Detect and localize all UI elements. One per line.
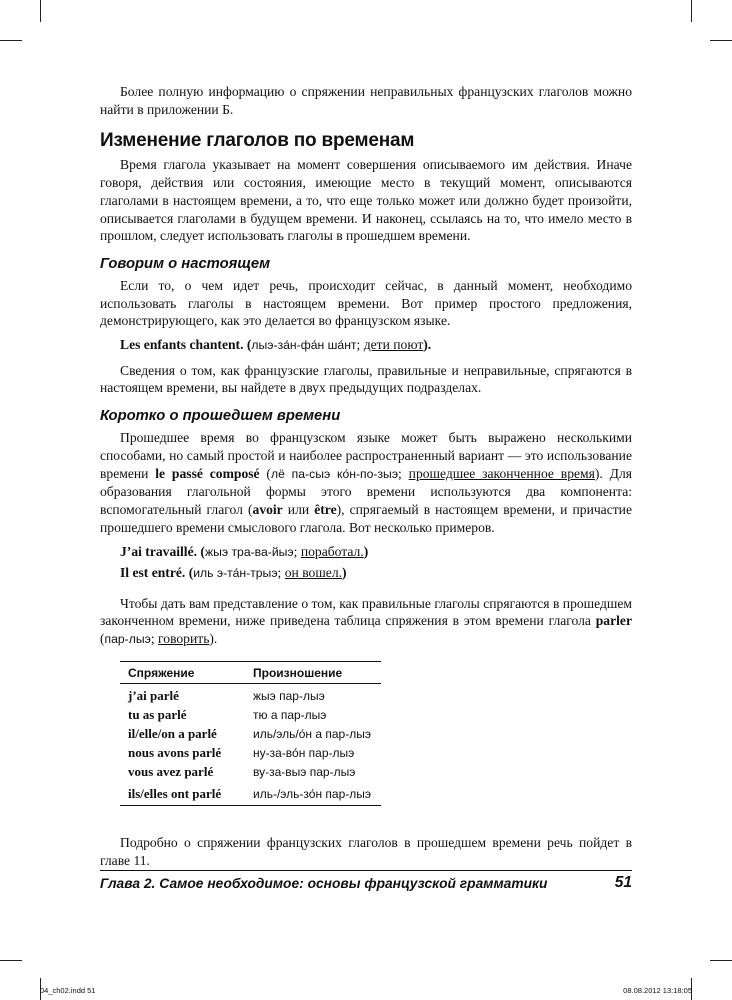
past-paragraph: Прошедшее время во французском языке может быть выражено несколькими способами, но самый простой и наиболее распространенный вариант — это использование времени le passé composé (лё па-сыэ ко́н-по-зыэ; прошедшее законченное время). Для образования глагольной формы этого времени используются два компонента: вспомогательный глагол (avoir или être), спрягаемый в настоящем времени, и причастие прошедшего времени смыслового глагола. Вот несколько примеров. xyxy=(100,430,632,535)
table-row: vous avez parlé ву-за-выэ пар-лыэ xyxy=(128,764,356,780)
past-example: Il est entré. (иль э-та́н-трыэ; он вошел.) xyxy=(120,565,347,581)
intro-paragraph: Более полную информацию о спряжении неправильных французских глаголов можно найти в приложении Б. xyxy=(100,84,632,117)
column-header: Спряжение xyxy=(120,661,245,683)
footer-rule xyxy=(100,870,632,871)
present-after-paragraph: Сведения о том, как французские глаголы, правильные и неправильные, спрягаются в настоящем времени, вы найдете в двух предыдущих подразделах. xyxy=(100,362,632,396)
section-paragraph: Время глагола указывает на момент совершения описываемого им действия. Иначе говоря, действия или состояния, имеющие место в текущий момент, описываются глаголами в настоящем времени, а то, что еще только может или должно будет произойти, описывается глаголами в будущем времени. И наконец, ссылаясь на то, что имело место в прошлом, следует использовать глаголы в прошедшем времени. xyxy=(100,157,632,244)
page-body xyxy=(100,0,632,870)
term-pronunciation: лё па-сыэ ко́н-по-зыэ xyxy=(270,466,399,481)
example-pronunciation: лыэ-за́н-фа́н ша́нт xyxy=(251,338,357,353)
term-french: le passé composé xyxy=(155,465,260,481)
slug-filename: 04_ch02.indd 51 xyxy=(40,986,96,995)
present-example: Les enfants chantent. (лыэ-за́н-фа́н ша́нт; дети поют). xyxy=(120,337,432,353)
conjugation-table xyxy=(120,661,381,807)
aux-etre: être xyxy=(314,501,337,517)
example-french: Les enfants chantent. xyxy=(120,337,244,353)
table-row: j’ai parlé жыэ пар-лыэ xyxy=(128,688,325,704)
crop-mark xyxy=(710,40,732,41)
table-row: tu as parlé тю а пар-лыэ xyxy=(128,707,327,723)
past-heading: Коротко о прошедшем времени xyxy=(100,408,341,425)
term-translation: прошедшее законченное время xyxy=(408,465,595,481)
verb-parler: parler xyxy=(595,613,632,629)
table-row: nous avons parlé ну-за-во́н пар-лыэ xyxy=(128,745,355,761)
past-example: J’ai travaillé. (жыэ тра-ва-йыэ; поработал.) xyxy=(120,544,369,560)
crop-mark xyxy=(691,0,692,22)
aux-avoir: avoir xyxy=(252,501,283,517)
running-footer-title: Глава 2. Самое необходимое: основы французской грамматики xyxy=(100,876,548,891)
table-row: il/elle/on a parlé иль/эль/о́н а пар-лыэ xyxy=(128,726,371,742)
table-row: ils/elles ont parlé иль-/эль-зо́н пар-лыэ xyxy=(120,782,381,806)
column-header: Произношение xyxy=(245,661,381,683)
crop-mark xyxy=(0,40,22,41)
table-intro-paragraph: Чтобы дать вам представление о том, как правильные глаголы спрягаются в прошедшем законченном времени, ниже приведена таблица спряжения в этом времени глагола parler (пар-лыэ; говорить). xyxy=(100,595,632,647)
crop-mark xyxy=(710,960,732,961)
section-heading: Изменение глаголов по временам xyxy=(100,130,415,152)
present-heading: Говорим о настоящем xyxy=(100,255,271,272)
example-translation: дети поют xyxy=(363,337,424,353)
page-number: 51 xyxy=(614,874,632,891)
crop-mark xyxy=(0,960,22,961)
slug-timestamp: 08.08.2012 13:18:05 xyxy=(623,986,692,995)
present-paragraph: Если то, о чем идет речь, происходит сейчас, в данный момент, необходимо использовать глаголы в настоящем времени. Вот пример простого предложения, демонстрирующего, как это делается во французском языке. xyxy=(100,277,632,329)
closing-paragraph: Подробно о спряжении французских глаголов в прошедшем времени речь пойдет в главе 11. xyxy=(100,835,632,869)
crop-mark xyxy=(40,0,41,22)
